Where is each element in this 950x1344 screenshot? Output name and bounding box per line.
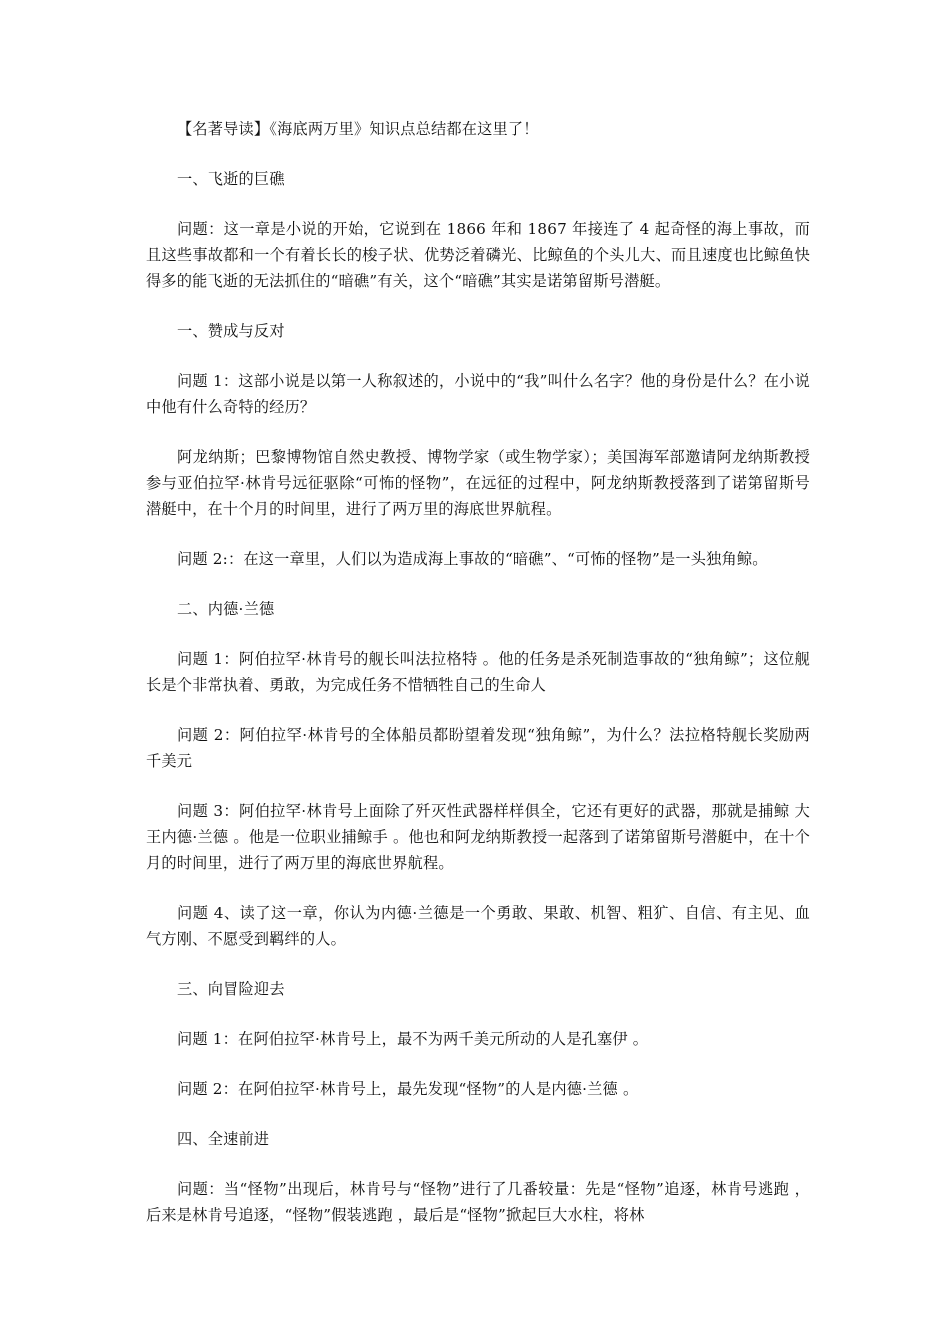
section-1-question: 问题：这一章是小说的开始，它说到在 1866 年和 1867 年接连了 4 起奇怪的海上事故，而且这些事故都和一个有着长长的梭子状、优势泛着磷光、比鲸鱼的个头儿大、而且速度也比鲸鱼快得多的能飞逝的无法抓住的“暗礁”有关，这个“暗礁”其实是诺第留斯号潜艇。 bbox=[146, 220, 810, 290]
section-3-question-3: 问题 3：阿伯拉罕·林肯号上面除了歼灭性武器样样俱全，它还有更好的武器，那就是捕鲸 大王内德·兰德 。他是一位职业捕鲸手 。他也和阿龙纳斯教授一起落到了诺第留斯号潜艇中，在十个月的时间里，进行了两万里的海底世界航程。 bbox=[146, 802, 810, 872]
section-heading-2: 一、赞成与反对 bbox=[177, 322, 285, 340]
section-2-answer-1: 阿龙纳斯；巴黎博物馆自然史教授、博物学家（或生物学家）；美国海军部邀请阿龙纳斯教授参与亚伯拉罕·林肯号远征驱除“可怖的怪物”，在远征的过程中，阿龙纳斯教授落到了诺第留斯号潜艇中，在十个月的时间里，进行了两万里的海底世界航程。 bbox=[146, 448, 810, 518]
section-3-question-2: 问题 2：阿伯拉罕·林肯号的全体船员都盼望着发现“独角鲸”，为什么？法拉格特舰长奖励两千美元 bbox=[146, 726, 810, 770]
section-heading-1: 一、飞逝的巨礁 bbox=[177, 170, 285, 188]
section-5-question: 问题：当“怪物”出现后，林肯号与“怪物”进行了几番较量：先是“怪物”追逐，林肯号逃跑 ，后来是林肯号追逐，“怪物”假装逃跑 ，最后是“怪物”掀起巨大水柱，将林 bbox=[146, 1180, 810, 1224]
section-heading-4: 三、向冒险迎去 bbox=[177, 980, 285, 998]
document-body bbox=[146, 116, 810, 1252]
section-3-question-4: 问题 4、读了这一章，你认为内德·兰德是一个勇敢、果敢、机智、粗犷、自信、有主见、血气方刚、不愿受到羁绊的人。 bbox=[146, 904, 810, 948]
document-title: 【名著导读】《海底两万里》知识点总结都在这里了！ bbox=[177, 120, 539, 138]
section-4-question-1: 问题 1：在阿伯拉罕·林肯号上，最不为两千美元所动的人是孔塞伊 。 bbox=[177, 1030, 649, 1048]
section-3-question-1: 问题 1：阿伯拉罕·林肯号的舰长叫法拉格特 。他的任务是杀死制造事故的“独角鲸”；这位舰长是个非常执着、勇敢，为完成任务不惜牺牲自己的生命人 bbox=[146, 650, 810, 694]
section-heading-5: 四、全速前进 bbox=[177, 1130, 270, 1148]
section-2-question-2: 问题 2:：在这一章里，人们以为造成海上事故的“暗礁”、“可怖的怪物”是一头独角鲸。 bbox=[177, 550, 768, 568]
section-2-question-1: 问题 1：这部小说是以第一人称叙述的，小说中的“我”叫什么名字？他的身份是什么？在小说中他有什么奇特的经历？ bbox=[146, 372, 810, 416]
section-4-question-2: 问题 2：在阿伯拉罕·林肯号上，最先发现“怪物”的人是内德·兰德 。 bbox=[177, 1080, 639, 1098]
section-heading-3: 二、内德·兰德 bbox=[177, 600, 275, 618]
